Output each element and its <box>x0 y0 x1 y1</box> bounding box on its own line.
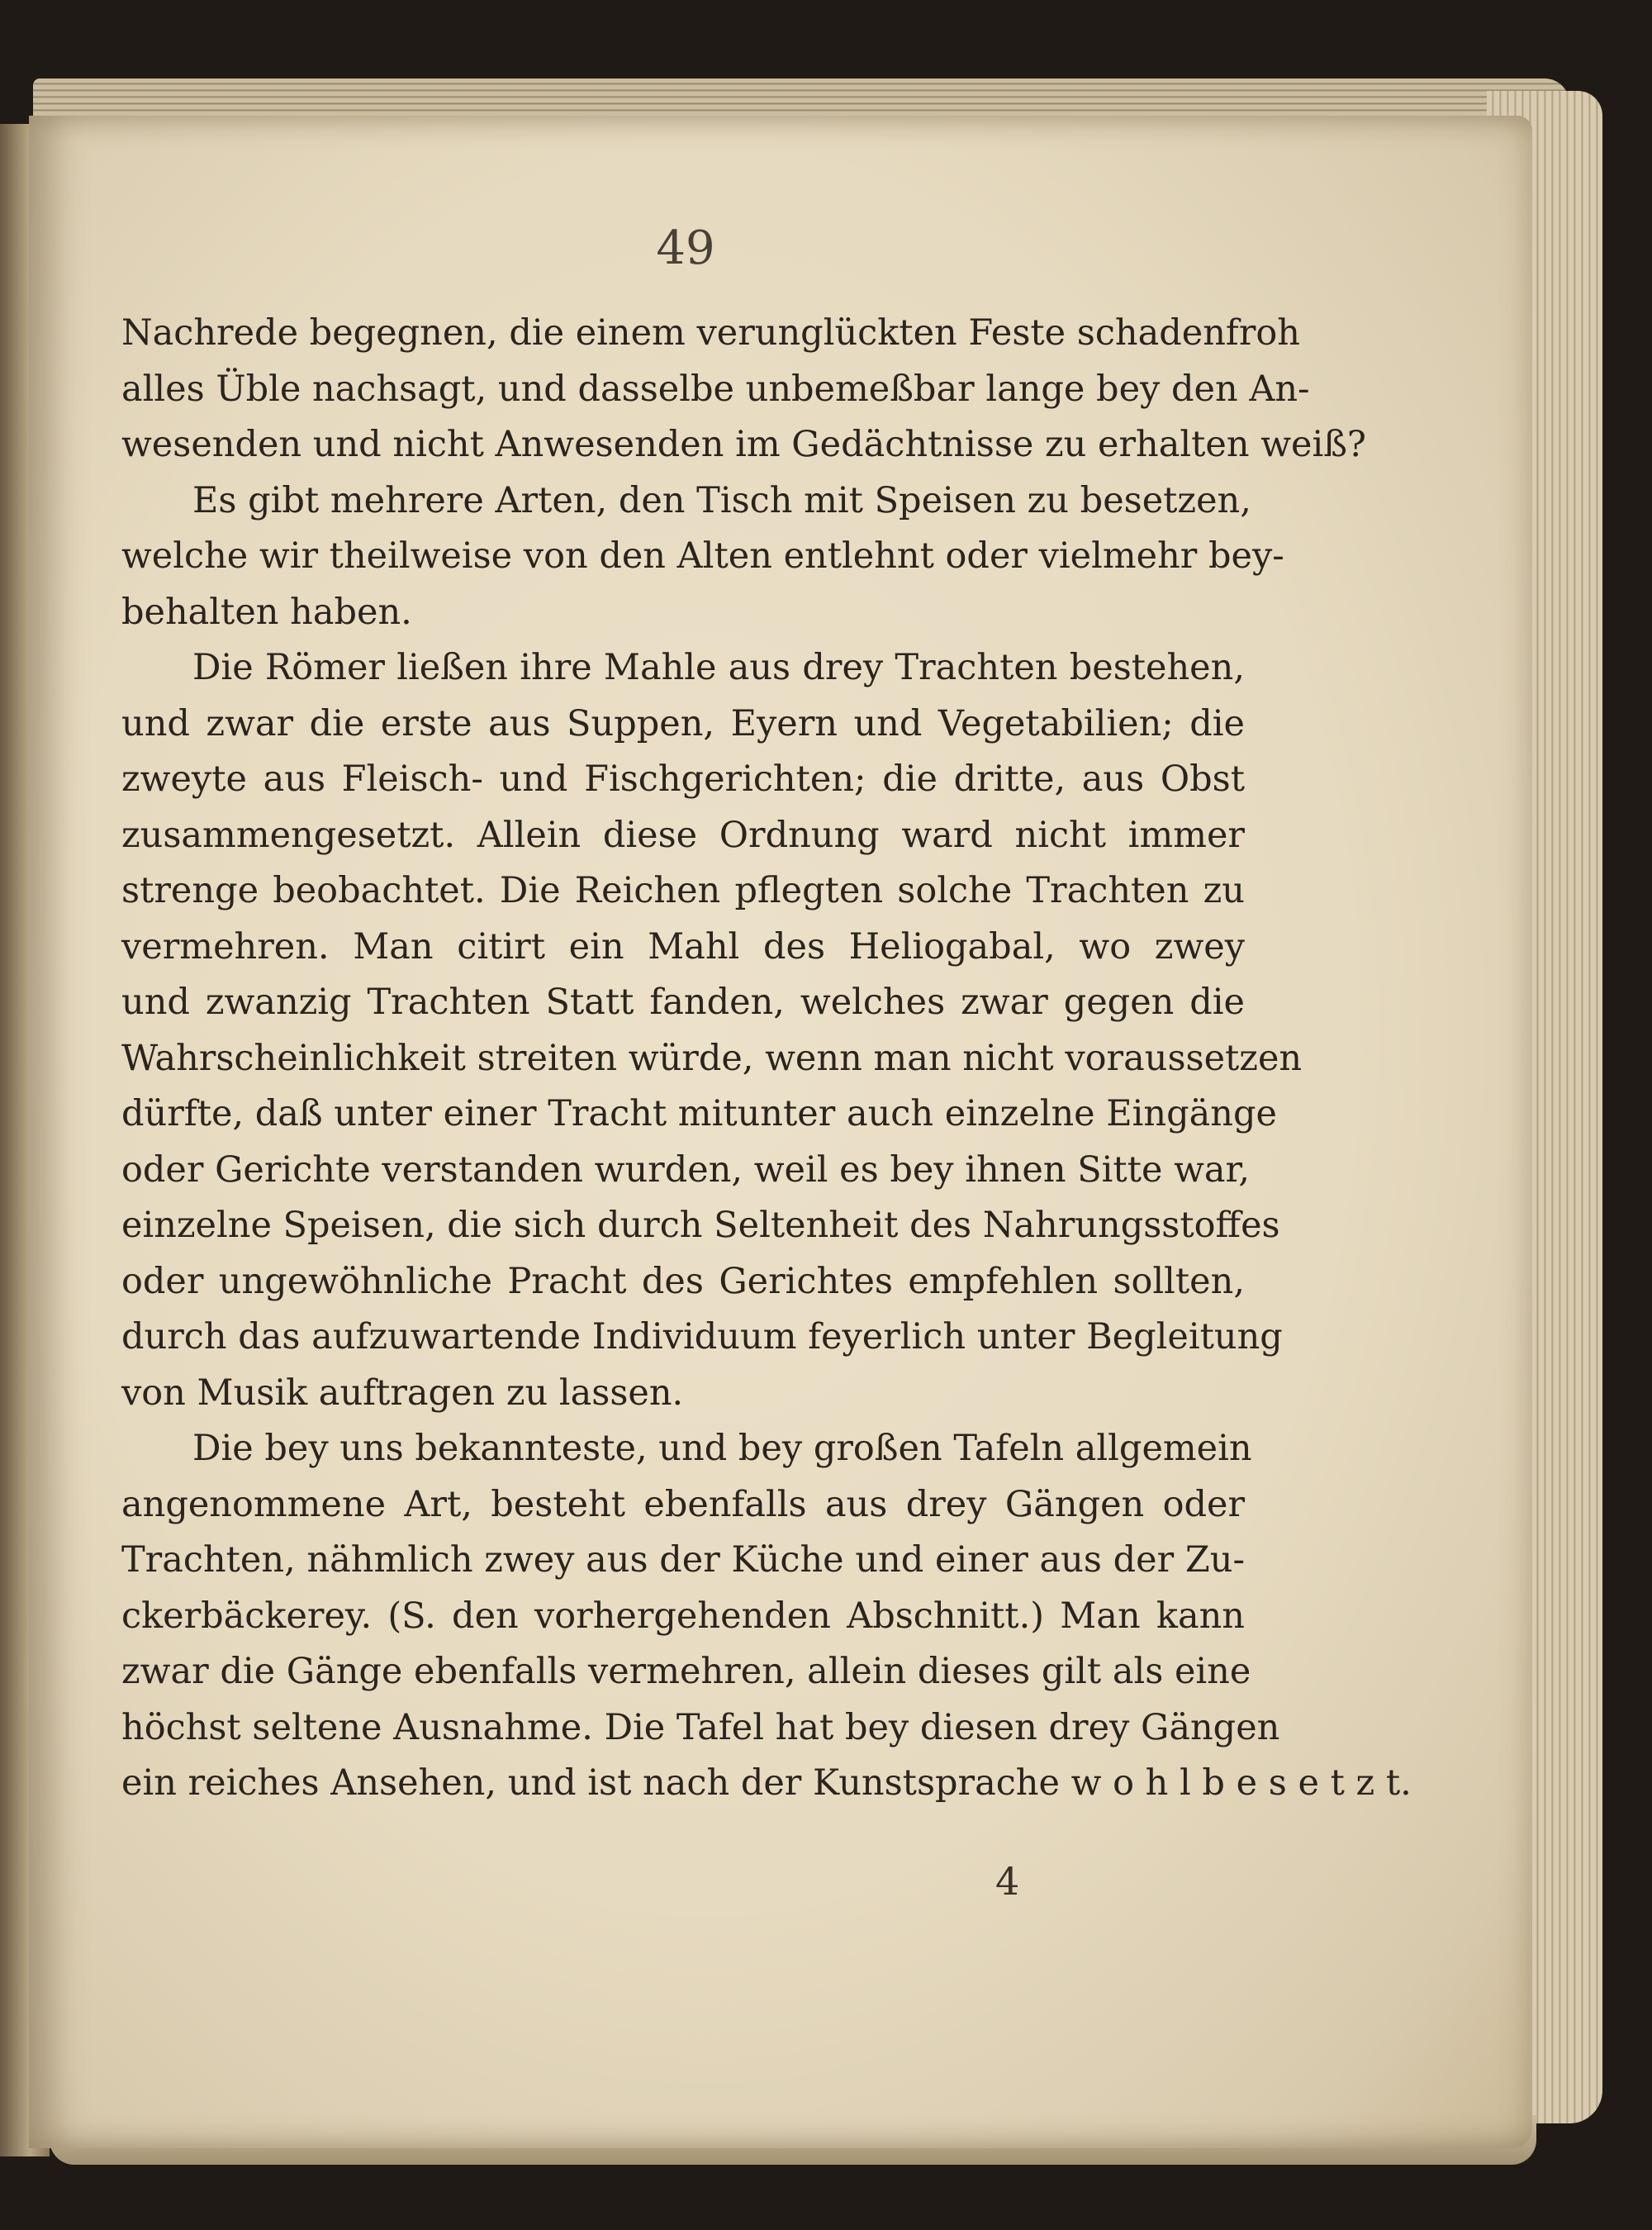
text-line: oder ungewöhnliche Pracht des Gerichtes empfehlen sollten, <box>121 1260 1245 1302</box>
text-line: Trachten, nähmlich zwey aus der Küche und einer aus der Zu- <box>121 1539 1245 1581</box>
text-line: Wahrscheinlichkeit streiten würde, wenn man nicht voraussetzen <box>121 1037 1303 1079</box>
text-line: einzelne Speisen, die sich durch Seltenheit des Nahrungsstoffes <box>121 1205 1280 1246</box>
text-line: angenommene Art, besteht ebenfalls aus drey Gängen oder <box>121 1483 1245 1525</box>
text-line: Es gibt mehrere Arten, den Tisch mit Speisen zu besetzen, <box>192 479 1251 521</box>
text-line: wesenden und nicht Anwesenden im Gedächtnisse zu erhalten weiß? <box>121 424 1366 465</box>
signature-mark: 4 <box>995 1859 1020 1904</box>
page-number: 49 <box>656 221 715 275</box>
text-line: welche wir theilweise von den Alten entlehnt oder vielmehr bey- <box>121 535 1284 577</box>
text-line: zusammengesetzt. Allein diese Ordnung ward nicht immer <box>121 814 1245 856</box>
text-line: Die bey uns bekannteste, und bey großen Tafeln allgemein <box>192 1428 1252 1469</box>
text-line: zwar die Gänge ebenfalls vermehren, allein dieses gilt als eine <box>121 1651 1251 1692</box>
text-line: alles Üble nachsagt, und dasselbe unbemeßbar lange bey den An- <box>121 368 1310 410</box>
text-line: durch das aufzuwartende Individuum feyerlich unter Begleitung <box>121 1316 1283 1357</box>
text-line: behalten haben. <box>121 591 412 633</box>
text-line: zweyte aus Fleisch- und Fischgerichten; die dritte, aus Obst <box>121 758 1245 800</box>
text-line: und zwanzig Trachten Statt fanden, welches zwar gegen die <box>121 982 1245 1023</box>
text-line: und zwar die erste aus Suppen, Eyern und Vegetabilien; die <box>121 702 1245 744</box>
text-line: von Musik auftragen zu lassen. <box>121 1372 684 1414</box>
text-line: oder Gerichte verstanden wurden, weil es bey ihnen Sitte war, <box>121 1148 1251 1191</box>
text-line: höchst seltene Ausnahme. Die Tafel hat bey diesen drey Gängen <box>121 1706 1280 1748</box>
body-text <box>121 306 1412 1812</box>
text-line: ckerbäckerey. (S. den vorhergehenden Abschnitt.) Man kann <box>121 1595 1245 1637</box>
text-line: ein reiches Ansehen, und ist nach der Kunstsprache w o h l b e s e t z t. <box>121 1762 1412 1804</box>
text-line: strenge beobachtet. Die Reichen pflegten solche Trachten zu <box>121 870 1245 911</box>
text-line: vermehren. Man citirt ein Mahl des Heliogabal, wo zwey <box>121 925 1245 968</box>
text-line: Die Römer ließen ihre Mahle aus drey Trachten bestehen, <box>192 647 1245 688</box>
text-line: Nachrede begegnen, die einem verunglückten Feste schadenfroh <box>121 312 1300 354</box>
text-line: dürfte, daß unter einer Tracht mitunter auch einzelne Eingänge <box>121 1093 1277 1134</box>
